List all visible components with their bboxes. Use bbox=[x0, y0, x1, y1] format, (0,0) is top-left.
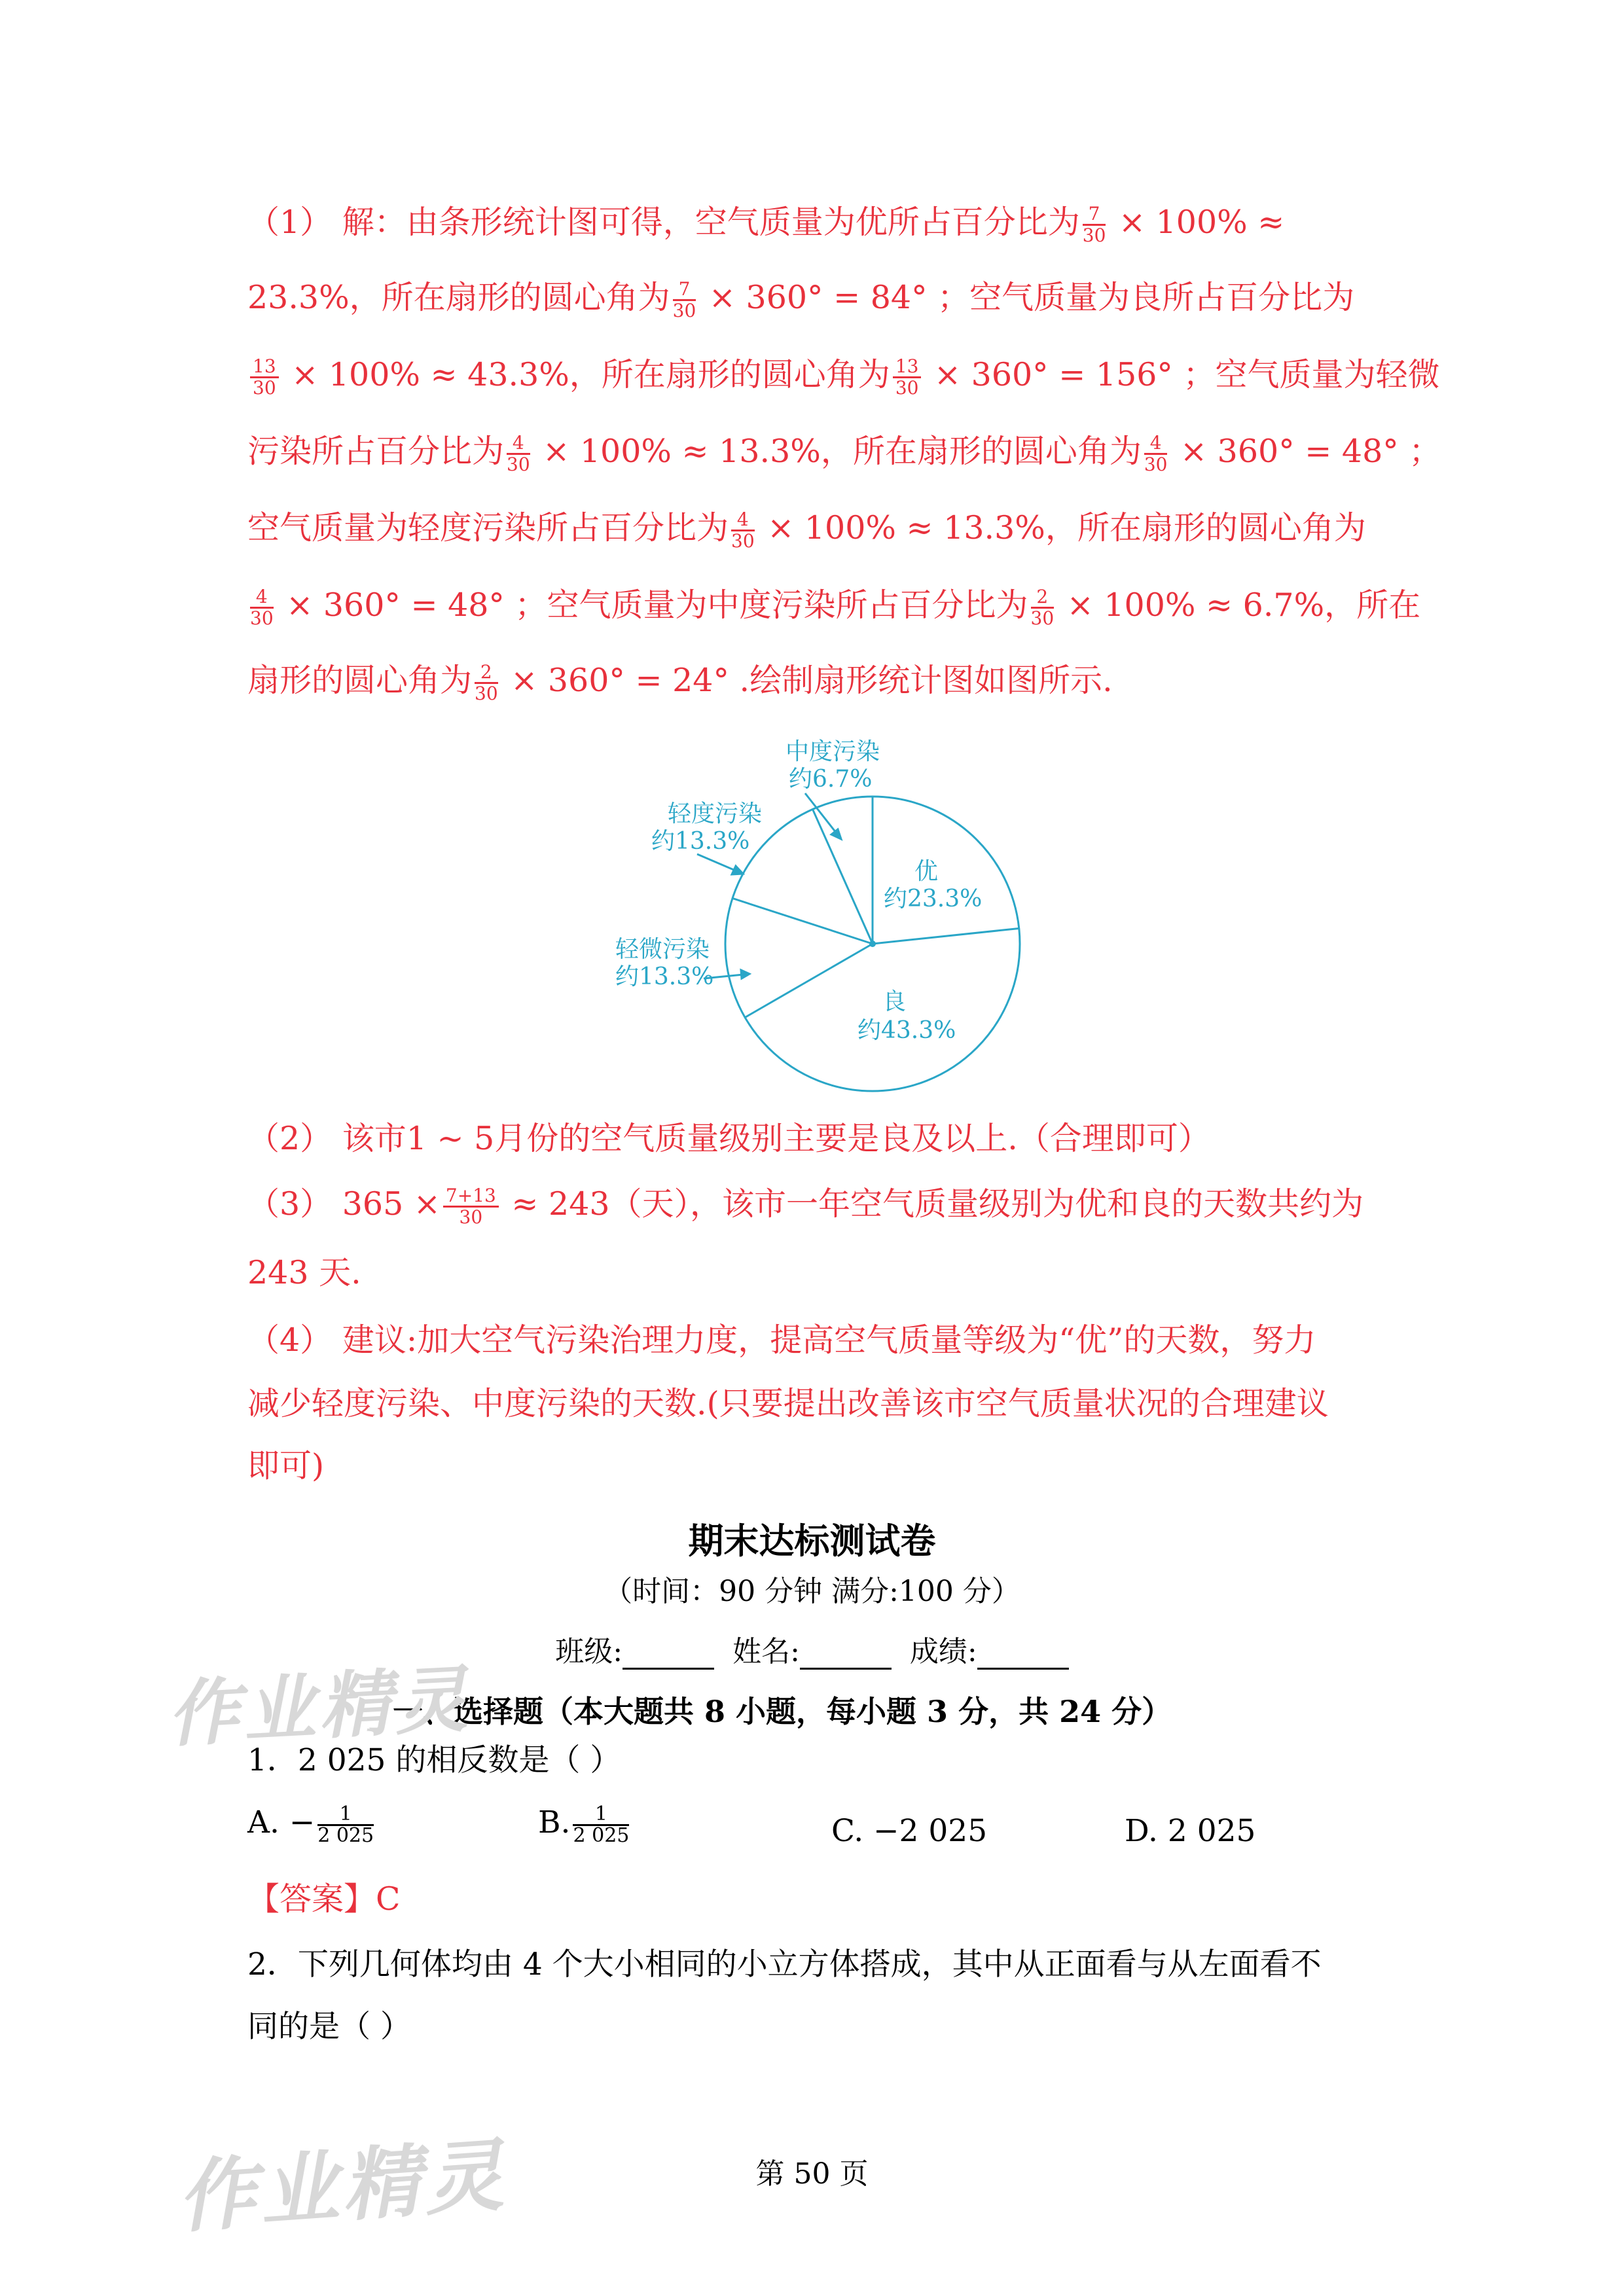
student-info: 班级: 姓名: 成绩: bbox=[0, 1628, 1624, 1670]
pie-label-slight-pct: 约13.3% bbox=[615, 963, 714, 990]
pie-label-mild-pct: 约13.3% bbox=[651, 828, 750, 855]
score-blank[interactable] bbox=[977, 1641, 1069, 1670]
fraction: $\frac{7+13}{30}$ bbox=[443, 1186, 499, 1227]
fraction: $\frac{2}{30}$ bbox=[475, 661, 498, 704]
pie-label-excellent: 优 bbox=[914, 858, 939, 885]
question-2-line-1: 2．下列几何体均由 4 个大小相同的小立方体搭成，其中从正面看与从左面看不 bbox=[247, 1946, 1322, 1982]
pie-label-excellent-pct: 约23.3% bbox=[884, 886, 983, 912]
solution-part-2: （2） 该市1 ~ 5月份的空气质量级别主要是良及以上.（合理即可） bbox=[247, 1120, 1210, 1157]
fraction: $\frac{7}{30}$ bbox=[1082, 203, 1106, 246]
watermark-logo: 作业精灵 bbox=[174, 2130, 510, 2244]
solution-part-4-line-3: 即可) bbox=[247, 1447, 325, 1484]
answer-1: 【答案】C bbox=[247, 1880, 401, 1918]
solution-part-4-line-1: （4） 建议:加大空气污染治理力度，提高空气质量等级为“优”的天数，努力 bbox=[247, 1321, 1316, 1359]
pie-label-good: 良 bbox=[882, 988, 907, 1015]
solution-line-1: （1） 解：由条形统计图可得，空气质量为优所占百分比为 $\frac{7}{30}$ × 100% ≈ bbox=[247, 203, 1285, 246]
solution-part-3-line-1: （3） 365 × $\frac{7+13}{30}$ ≈ 243（天），该市一年空气质量级别为优和良的天数共约为 bbox=[247, 1185, 1364, 1228]
solution-line-4: 污染所占百分比为 $\frac{4}{30}$ × 100% ≈ 13.3%，所在扇形的圆心角为 $\frac{4}{30}$ × 360° = 48° ； bbox=[247, 432, 1441, 475]
solution-part-4-line-2: 减少轻度污染、中度污染的天数.(只要提出改善该市空气质量状况的合理建议 bbox=[247, 1385, 1329, 1422]
name-blank[interactable] bbox=[800, 1641, 892, 1670]
option-c: C. −2 025 bbox=[831, 1813, 988, 1849]
solution-line-3: $\frac{13}{30}$ × 100% ≈ 43.3%，所在扇形的圆心角为 $\frac{13}{30}$ × 360° = 156° ；空气质量为轻微 bbox=[247, 355, 1440, 398]
pie-slice-boundary bbox=[732, 898, 873, 944]
fraction: $\frac{2}{30}$ bbox=[1030, 586, 1055, 629]
pie-label-moderate-pct: 约6.7% bbox=[789, 766, 873, 793]
solution-line-5: 空气质量为轻度污染所占百分比为 $\frac{4}{30}$ × 100% ≈ 13.3%，所在扇形的圆心角为 bbox=[247, 509, 1366, 552]
solution-part-3-line-2: 243 天. bbox=[247, 1254, 361, 1291]
option-d: D. 2 025 bbox=[1125, 1813, 1256, 1849]
option-a: A. − $\frac{1}{2 025}$ bbox=[247, 1802, 374, 1847]
pie-chart bbox=[589, 726, 1047, 1093]
pie-slice-boundary bbox=[745, 944, 873, 1018]
solution-line-6: $\frac{4}{30}$ × 360° = 48° ；空气质量为中度污染所占百分比为 $\frac{2}{30}$ × 100% ≈ 6.7%，所在 bbox=[250, 586, 1421, 629]
fraction: $\frac{13}{30}$ bbox=[250, 357, 279, 398]
watermark-logo: 作业精灵 bbox=[165, 1657, 473, 1757]
fraction: $\frac{4}{30}$ bbox=[1144, 432, 1168, 475]
fraction: $\frac{13}{30}$ bbox=[893, 357, 922, 398]
pie-center bbox=[869, 941, 876, 947]
pie-slice-boundary bbox=[873, 928, 1019, 944]
page-number: 第 50 页 bbox=[755, 2157, 869, 2191]
exam-title: 期末达标测试卷 bbox=[688, 1520, 936, 1562]
fraction: $\frac{4}{30}$ bbox=[507, 432, 530, 475]
pie-label-good-pct: 约43.3% bbox=[857, 1017, 956, 1044]
fraction: $\frac{4}{30}$ bbox=[731, 509, 755, 552]
pie-label-slight: 轻微污染 bbox=[615, 936, 710, 963]
question-2-line-2: 同的是（ ） bbox=[247, 2009, 411, 2045]
pie-slice-boundary bbox=[812, 809, 873, 944]
pie-label-mild: 轻度污染 bbox=[668, 800, 763, 827]
class-blank[interactable] bbox=[623, 1641, 714, 1670]
exam-subtitle: （时间：90 分钟 满分:100 分） bbox=[604, 1575, 1020, 1608]
fraction: $\frac{4}{30}$ bbox=[250, 586, 274, 629]
section-heading: 一、选择题（本大题共 8 小题，每小题 3 分，共 24 分） bbox=[393, 1694, 1172, 1729]
question-1: 1．2 025 的相反数是（ ） bbox=[247, 1742, 621, 1778]
solution-line-2: 23.3%，所在扇形的圆心角为 $\frac{7}{30}$ × 360° = 84° ；空气质量为良所占百分比为 bbox=[247, 278, 1355, 321]
option-b: B. $\frac{1}{2 025}$ bbox=[538, 1802, 630, 1847]
fraction: $\frac{7}{30}$ bbox=[672, 278, 696, 321]
pie-label-moderate: 中度污染 bbox=[785, 738, 880, 765]
solution-line-7: 扇形的圆心角为 $\frac{2}{30}$ × 360° = 24° .绘制扇形统计图如图所示. bbox=[247, 661, 1113, 704]
